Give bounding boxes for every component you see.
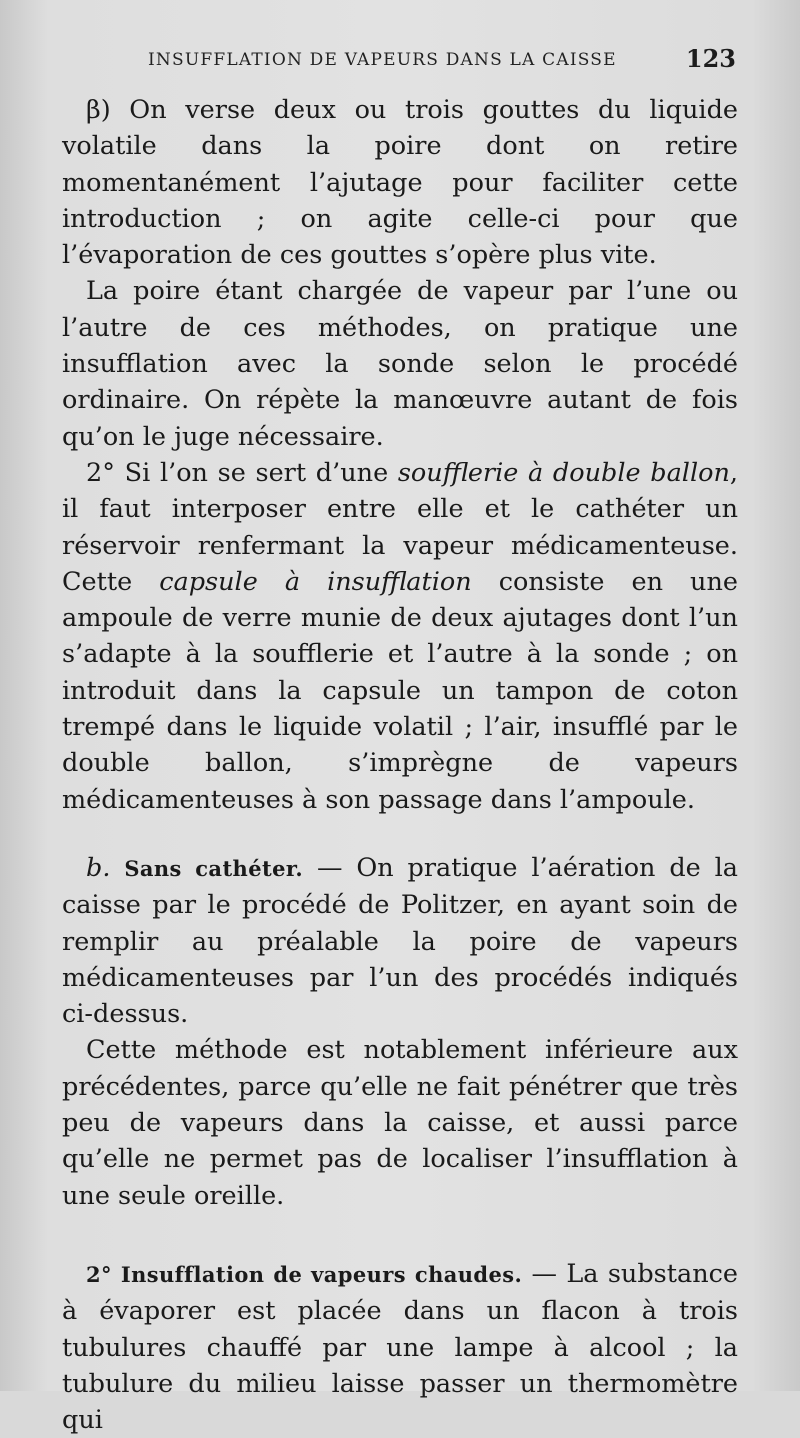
paragraph-text: Cette méthode est notablement inférieure aux précédentes, parce qu’elle ne fait pénétrer que très peu de vapeurs dans la caisse, et aussi parce qu’elle ne permet pas de localiser l’insufflation à une seule oreille. <box>62 1035 738 1211</box>
section-heading-vapeurs-chaudes: 2° Insufflation de vapeurs chaudes. <box>86 1261 523 1287</box>
emphasis-capsule: capsule à insufflation <box>159 566 472 597</box>
paragraph-text: — La substance à évaporer est placée dans un flacon à trois tubulures chauffé par une lampe à alcool ; la tubulure du milieu laisse passer un thermomètre qui <box>62 1258 738 1436</box>
paragraph-text: β) On verse deux ou trois gouttes du liquide volatile dans la poire dont on retire momentanément l’ajutage pour faciliter cette introduction ; on agite celle-ci pour que l’évaporation de ces gouttes s’opère plus vite. <box>62 95 738 271</box>
running-head: INSUFFLATION DE VAPEURS DANS LA CAISSE <box>148 50 617 70</box>
paragraph-text: — On pratique l’aération de la caisse par le procédé de Politzer, en ayant soin de remplir au préalable la poire de vapeurs médicamenteuses par l’un des procédés indiqués ci-dessus. <box>62 852 738 1030</box>
paragraph-poire-chargee <box>62 273 738 454</box>
paragraph-methode <box>62 1032 738 1213</box>
section-heading-sans-catheter: Sans cathéter. <box>124 855 304 881</box>
paragraph-text: 2° Si l’on se sert d’une <box>86 457 398 488</box>
paragraph-soufflerie <box>62 455 738 818</box>
page-number: 123 <box>685 44 736 73</box>
paragraph-beta <box>62 92 738 273</box>
emphasis-soufflerie: soufflerie à double ballon <box>397 457 730 488</box>
paragraph-vapeurs-chaudes <box>62 1256 738 1438</box>
paragraph-text: consiste en une ampoule de verre munie de deux ajutages dont l’un s’adapte à la soufflerie et l’autre à la sonde ; on introduit dans la capsule un tampon de coton trempé dans le liquide volatil ; l’air, insufflé par le double ballon, s’imprègne de vapeurs médicamenteuses à son passage dans l’ampoule. <box>62 566 738 815</box>
page-header <box>148 42 736 78</box>
body-text <box>62 92 738 1438</box>
paragraph-sans-catheter <box>62 850 738 1032</box>
paragraph-text: , il faut interposer entre elle et le cathéter un réservoir renfermant la vapeur médicamenteuse. Cette <box>62 457 738 597</box>
paragraph-text: La poire étant chargée de vapeur par l’une ou l’autre de ces méthodes, on pratique une insufflation avec la sonde selon le procédé ordinaire. On répète la manœuvre autant de fois qu’on le juge nécessaire. <box>62 276 738 452</box>
section-letter: b. <box>86 852 111 883</box>
